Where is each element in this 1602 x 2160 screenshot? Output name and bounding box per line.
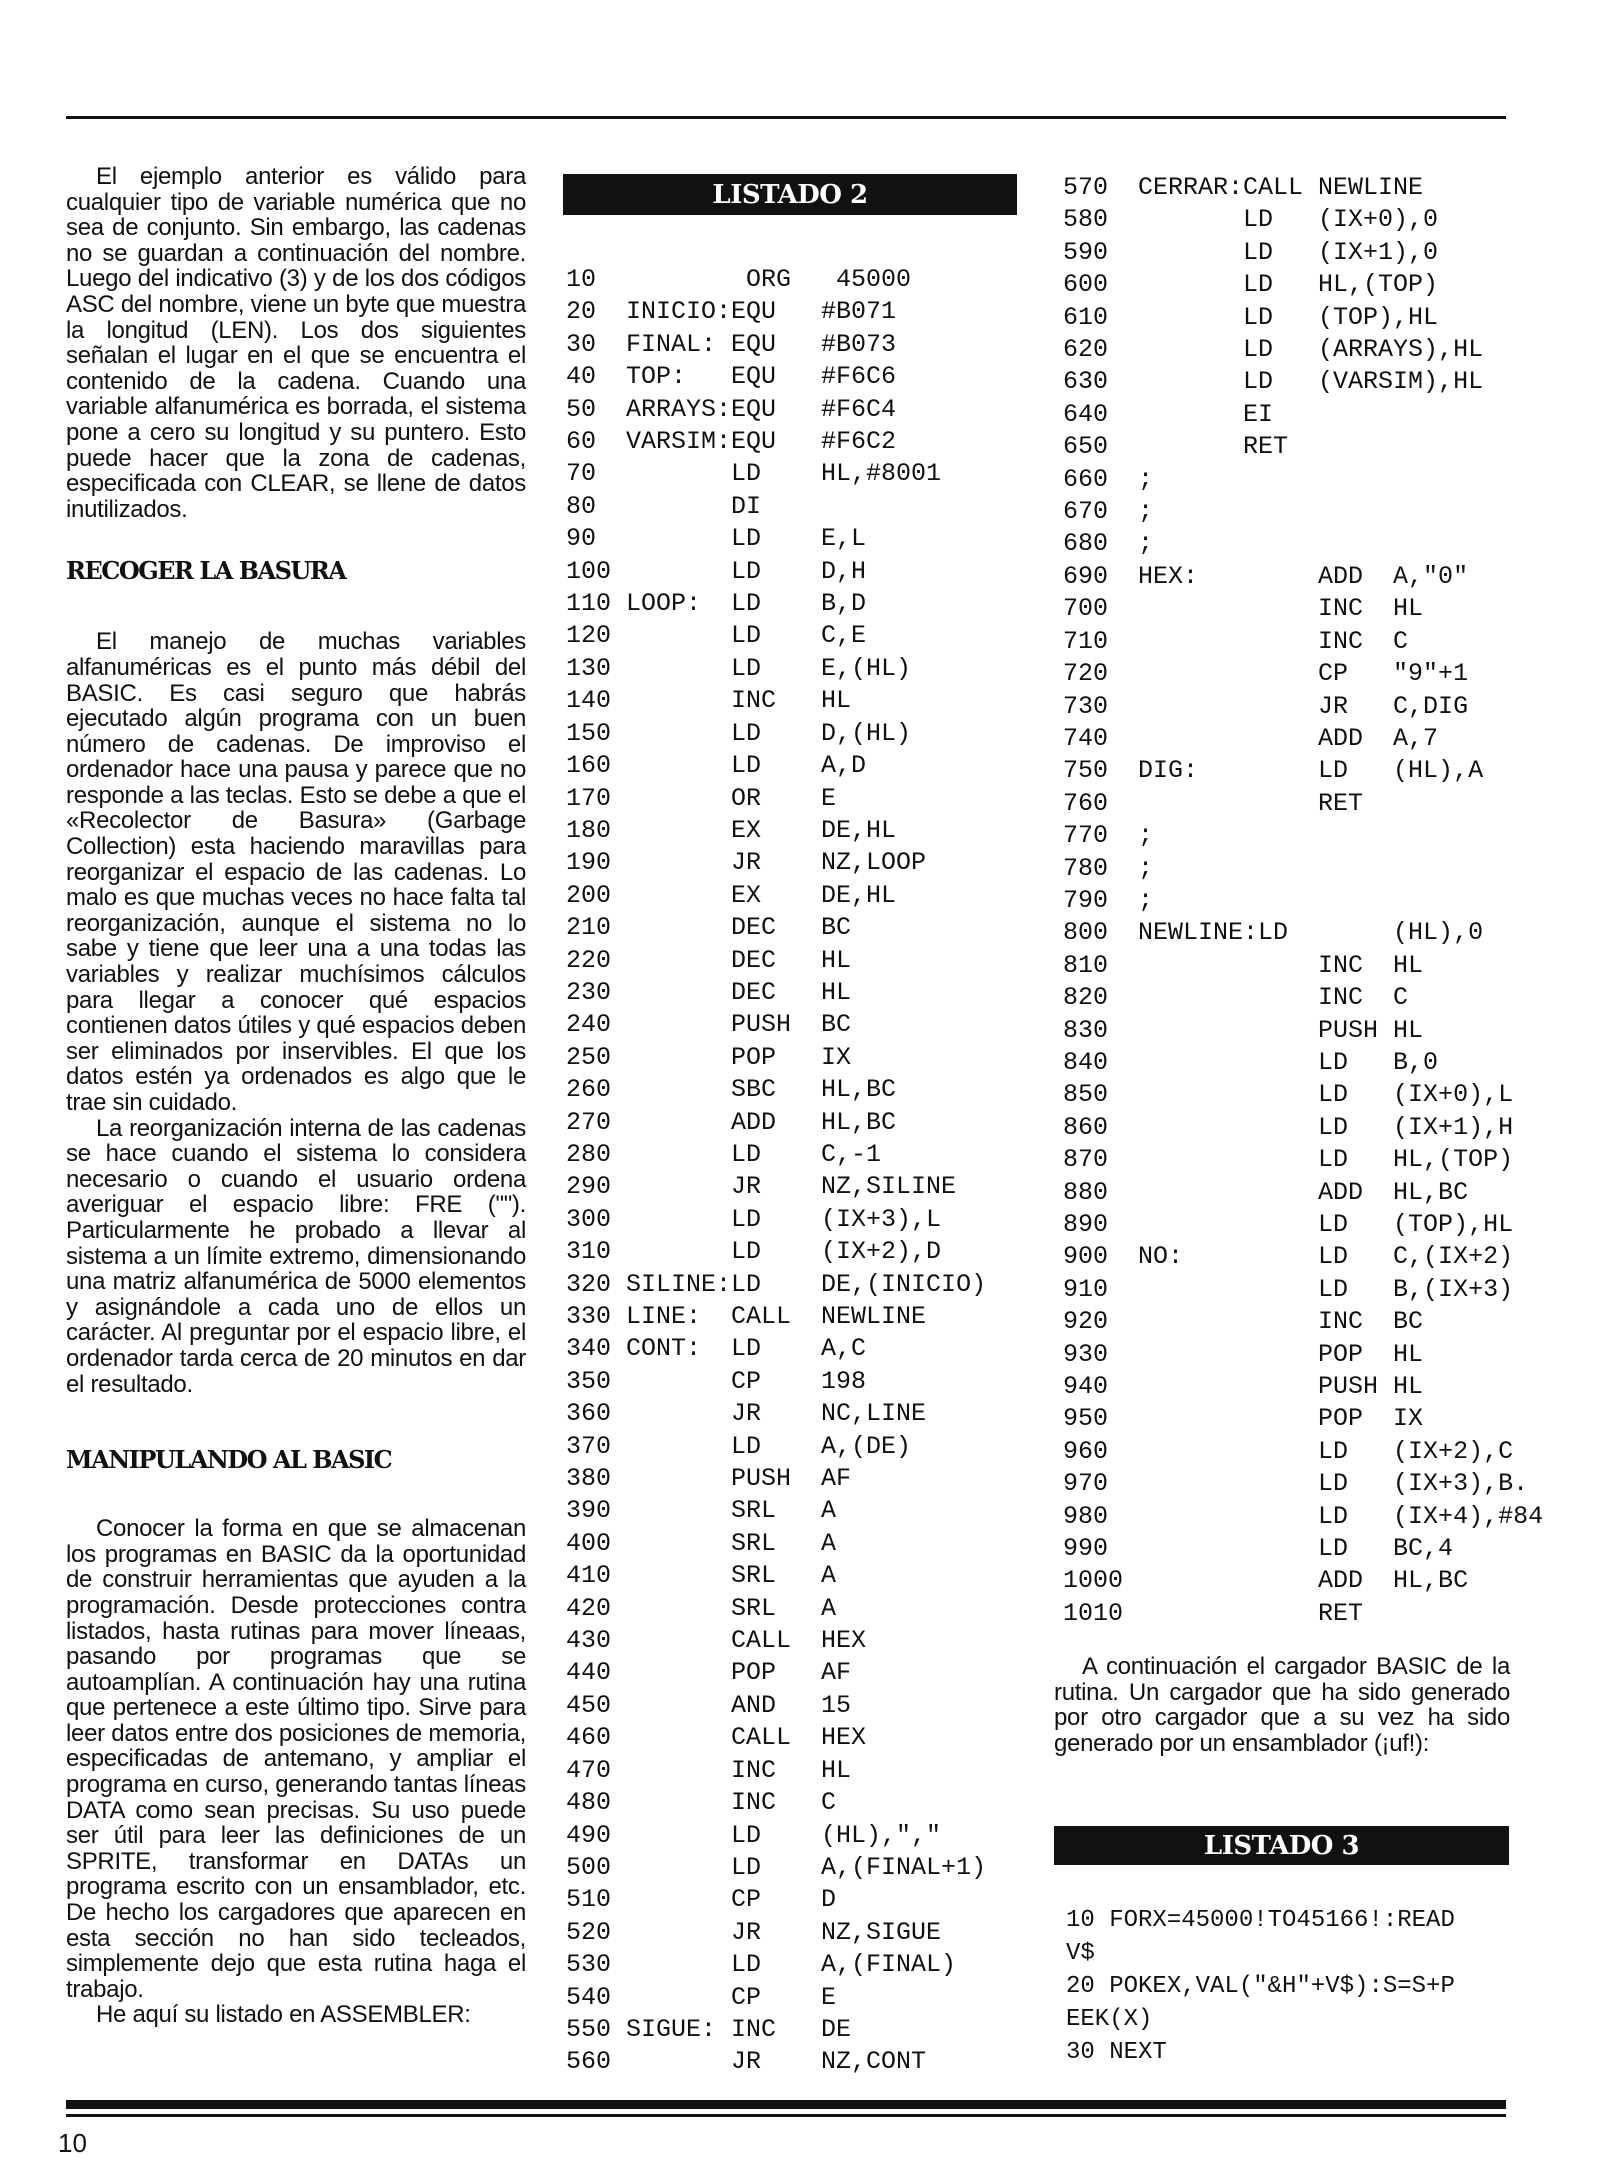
paragraph-basic-tools: Conocer la forma en que se almacenan los programas en BASIC da la oportunidad de construir herramientas que ayuden a la programación. Desde protecciones contra listados, hasta rutinas para mover líneaas, pasando por programas que se autoamplían. A continuación hay una rutina que pertenece a este último tipo. Sirve para leer datos entre dos posiciones de memoria, especificadas de antemano, y ampliar el programa en curso, generando tantas líneas DATA como sean precisas. Su uso puede ser útil para leer las definiciones de un SPRITE, transformar en DATAs un programa escrito con un ensamblador, etc. De hecho los cargadores que aparecen en esta sección no han sido tecleados, simplemente dejo que esta rutina haga el trabajo. — [66, 1515, 526, 2003]
listado-2-code-part1: 10 ORG 45000 20 INICIO:EQU #B071 30 FINAL: EQU #B073 40 TOP: EQU #F6C6 50 ARRAYS:EQU #F6C4 60 VARSIM:EQU #F6C2 70 LD HL,#8001 80 DI 90 LD E,L 100 LD D,H 110 LOOP: LD B,D 120 LD C,E 130 LD E,(HL) 140 INC HL 150 LD D,(HL) 160 LD A,D 170 OR E 180 EX DE,HL 190 JR NZ,LOOP 200 EX DE,HL 210 DEC BC 220 DEC HL 230 DEC HL 240 PUSH BC 250 POP IX 260 SBC HL,BC 270 ADD HL,BC 280 LD C,-1 290 JR NZ,SILINE 300 LD (IX+3),L 310 LD (IX+2),D 320 SILINE:LD DE,(INICIO) 330 LINE: CALL NEWLINE 340 CONT: LD A,C 350 CP 198 360 JR NC,LINE 370 LD A,(DE) 380 PUSH AF 390 SRL A 400 SRL A 410 SRL A 420 SRL A 430 CALL HEX 440 POP AF 450 AND 15 460 CALL HEX 470 INC HL 480 INC C 490 LD (HL),"," 500 LD A,(FINAL+1) 510 CP D 520 JR NZ,SIGUE 530 LD A,(FINAL) 540 CP E 550 SIGUE: INC DE 560 JR NZ,CONT — [566, 265, 987, 2077]
listado-2-code-part2: 570 CERRAR:CALL NEWLINE 580 LD (IX+0),0 590 LD (IX+1),0 600 LD HL,(TOP) 610 LD (TOP),HL 620 LD (ARRAYS),HL 630 LD (VARSIM),HL 640 EI 650 RET 660 ; 670 ; 680 ; 690 HEX: ADD A,"0" 700 INC HL 710 INC C 720 CP "9"+1 730 JR C,DIG 740 ADD A,7 750 DIG: LD (HL),A 760 RET 770 ; 780 ; 790 ; 800 NEWLINE:LD (HL),0 810 INC HL 820 INC C 830 PUSH HL 840 LD B,0 850 LD (IX+0),L 860 LD (IX+1),H 870 LD HL,(TOP) 880 ADD HL,BC 890 LD (TOP),HL 900 NO: LD C,(IX+2) 910 LD B,(IX+3) 920 INC BC 930 POP HL 940 PUSH HL 950 POP IX 960 LD (IX+2),C 970 LD (IX+3),B. 980 LD (IX+4),#84 990 LD BC,4 1000 ADD HL,BC 1010 RET — [1063, 173, 1544, 1628]
page-number: 10 — [58, 2128, 87, 2158]
paragraph-basic-loader: A continuación el cargador BASIC de la rutina. Un cargador que ha sido generado por otro cargador que a su vez ha sido generado por un ensamblador (¡uf!): — [1054, 1653, 1510, 1757]
listado-3-code: 10 FORX=45000!TO45166!:READ V$ 20 POKEX,VAL("&H"+V$):S=S+P EEK(X) 30 NEXT — [1066, 1907, 1455, 2066]
article-column-3 — [1054, 1654, 1510, 1756]
paragraph-strings-intro: El ejemplo anterior es válido para cualquier tipo de variable numérica que no sea de conjunto. Sin embargo, las cadenas no se guardan a continuación del nombre. Luego del indicativo (3) y de los dos códigos ASC del nombre, viene un byte que muestra la longitud (LEN). Los dos siguientes señalan el lugar en el que se encuentra el contenido de la cadena. Cuando una variable alfanumérica es borrada, el sistema pone a cero su longitud y su puntero. Esto puede hacer que la zona de cadenas, especificada con CLEAR, se llene de datos inutilizados. — [66, 163, 526, 523]
article-column-1 — [66, 164, 526, 2028]
heading-recoger-basura: RECOGER LA BASURA — [66, 556, 346, 586]
listado-3-title: LISTADO 3 — [1054, 1826, 1509, 1865]
bottom-rule-thick — [66, 2100, 1506, 2109]
paragraph-reorganization: La reorganización interna de las cadenas se hace cuando el sistema lo considera necesario o cuando el usuario ordena averiguar el espacio libre: FRE (""). Particularmente he probado a llevar al sistema a un límite extremo, dimensionando una matriz alfanumérica de 5000 elementos y asignándole a cada uno de ellos un carácter. Al preguntar por el espacio libre, el ordenador tarda cerca de 20 minutos en dar el resultado. — [66, 1114, 526, 1398]
top-rule — [66, 116, 1506, 119]
paragraph-garbage-collector: El manejo de muchas variables alfanuméricas es el punto más débil del BASIC. Es casi seguro que habrás ejecutado algún programa con un buen número de cadenas. De improviso el ordenador hace una pausa y parece que no responde a las teclas. Esto se debe a que el «Recolector de Basura» (Garbage Collection) esta haciendo maravillas para reorganizar el espacio de las cadenas. Lo malo es que muchas veces no hace falta tal reorganización, aunque el sistema no lo sabe y tiene que leer una a una todas las variables y realizar muchísimos cálculos para llegar a conocer qué espacios contienen datos útiles y qué espacios deben ser eliminados por inservibles. El que los datos estén ya ordenados es algo que le trae sin cuidado. — [66, 628, 526, 1116]
listado-2-title: LISTADO 2 — [563, 174, 1017, 215]
bottom-rule-thin — [66, 2114, 1506, 2117]
paragraph-assembler-intro: He aquí su listado en ASSEMBLER: — [96, 2001, 471, 2029]
heading-manipulando-basic: MANIPULANDO AL BASIC — [66, 1445, 392, 1475]
